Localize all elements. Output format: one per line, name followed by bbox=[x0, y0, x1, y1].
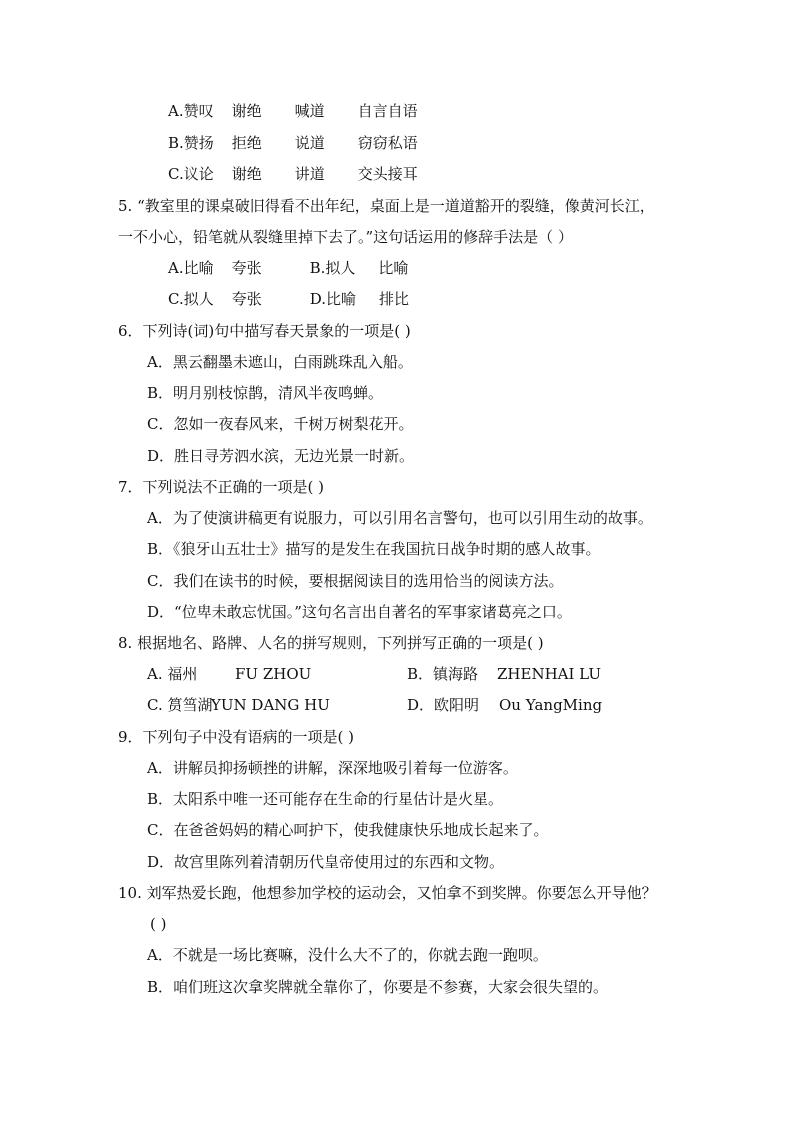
option-word: 比喻 bbox=[183, 259, 214, 277]
q4-option-c bbox=[168, 164, 418, 184]
option-word: 说道 bbox=[294, 134, 325, 152]
q9-option-c: C．在爸爸妈妈的精心呵护下，使我健康快乐地成长起来了。 bbox=[147, 821, 549, 839]
option-pinyin: ZHENHAI LU bbox=[497, 665, 601, 683]
q9-option-b: B．太阳系中唯一还可能存在生命的行星估计是火星。 bbox=[147, 790, 504, 808]
q9-option-a: A．讲解员抑扬顿挫的讲解，深深地吸引着每一位游客。 bbox=[147, 759, 518, 777]
option-word: 窃窃私语 bbox=[357, 134, 418, 152]
q10-option-a: A．不就是一场比赛嘛，没什么大不了的，你就去跑一跑呗。 bbox=[147, 946, 548, 964]
q6-option-d: D．胜日寻芳泗水滨，无边光景一时新。 bbox=[147, 447, 415, 465]
q8-option-a bbox=[147, 664, 311, 684]
q7-option-d: D．“位卑未敢忘忧国。”这句名言出自著名的军事家诸葛亮之口。 bbox=[147, 603, 572, 621]
option-pinyin: YUN DANG HU bbox=[211, 696, 330, 714]
q4-option-a bbox=[168, 101, 418, 121]
q6-option-c: C．忽如一夜春风来，千树万树梨花开。 bbox=[147, 415, 414, 433]
q8-stem: 8. 根据地名、路牌、人名的拼写规则，下列拼写正确的一项是( ) bbox=[118, 634, 544, 652]
option-letter: B. bbox=[309, 259, 326, 277]
option-word: 讲道 bbox=[294, 165, 325, 183]
option-word: 议论 bbox=[183, 165, 214, 183]
q5-stem-line1: 5. “教室里的课桌破旧得看不出年纪，桌面上是一道道豁开的裂缝，像黄河长江， bbox=[118, 197, 655, 215]
option-word: 赞扬 bbox=[183, 134, 214, 152]
option-word: 交头接耳 bbox=[357, 165, 418, 183]
option-word: 比喻 bbox=[325, 290, 356, 308]
option-word: 喊道 bbox=[294, 102, 325, 120]
option-word: 自言自语 bbox=[357, 102, 418, 120]
option-word: 谢绝 bbox=[231, 165, 262, 183]
q7-option-a: A．为了使演讲稿更有说服力，可以引用名言警句，也可以引用生动的故事。 bbox=[147, 509, 653, 527]
option-word: 谢绝 bbox=[231, 102, 262, 120]
q4-option-b bbox=[168, 133, 418, 153]
option-word: 赞叹 bbox=[183, 102, 214, 120]
q5-options-row1 bbox=[168, 258, 408, 278]
option-letter: A. bbox=[168, 102, 184, 120]
q8-option-b bbox=[407, 664, 601, 684]
q10-stem-line2: ( ) bbox=[150, 915, 167, 933]
q5-stem-line2: 一不小心，铅笔就从裂缝里掉下去了。”这句话运用的修辞手法是（ ） bbox=[118, 228, 573, 246]
q8-option-d bbox=[407, 695, 602, 715]
option-word: 排比 bbox=[378, 290, 409, 308]
option-label: A. 福州 bbox=[147, 665, 198, 683]
option-pinyin: Ou YangMing bbox=[499, 696, 603, 714]
option-word: 拒绝 bbox=[231, 134, 262, 152]
q6-stem: 6．下列诗(词)句中描写春天景象的一项是( ) bbox=[118, 322, 411, 340]
option-word: 拟人 bbox=[325, 259, 356, 277]
option-label: D．欧阳明 bbox=[407, 696, 480, 714]
q9-option-d: D．故宫里陈列着清朝历代皇帝使用过的东西和文物。 bbox=[147, 853, 505, 871]
q7-stem: 7．下列说法不正确的一项是( ) bbox=[118, 478, 325, 496]
option-letter: A. bbox=[168, 259, 184, 277]
option-word: 夸张 bbox=[231, 259, 262, 277]
q6-option-b: B．明月别枝惊鹊，清风半夜鸣蝉。 bbox=[147, 384, 384, 402]
option-label: B．镇海路 bbox=[407, 665, 479, 683]
q7-option-b: B．《狼牙山五壮士》描写的是发生在我国抗日战争时期的感人故事。 bbox=[147, 540, 601, 558]
option-letter: C. bbox=[168, 290, 184, 308]
option-word: 比喻 bbox=[378, 259, 409, 277]
option-pinyin: FU ZHOU bbox=[235, 665, 312, 683]
q10-option-b: B．咱们班这次拿奖牌就全靠你了，你要是不参赛，大家会很失望的。 bbox=[147, 978, 609, 996]
q9-stem: 9．下列句子中没有语病的一项是( ) bbox=[118, 728, 355, 746]
option-letter: D. bbox=[309, 290, 326, 308]
option-word: 拟人 bbox=[183, 290, 214, 308]
option-word: 夸张 bbox=[231, 290, 262, 308]
q6-option-a: A．黑云翻墨未遮山，白雨跳珠乱入船。 bbox=[147, 353, 413, 371]
q5-options-row2 bbox=[168, 289, 409, 309]
option-letter: B. bbox=[168, 134, 184, 152]
option-label: C. 筼筜湖 bbox=[147, 696, 213, 714]
q8-option-c bbox=[147, 695, 330, 715]
q7-option-c: C．我们在读书的时候，要根据阅读目的选用恰当的阅读方法。 bbox=[147, 572, 564, 590]
option-letter: C. bbox=[168, 165, 184, 183]
q10-stem-line1: 10. 刘军热爱长跑，他想参加学校的运动会，又怕拿不到奖牌。你要怎么开导他？ bbox=[118, 884, 657, 902]
